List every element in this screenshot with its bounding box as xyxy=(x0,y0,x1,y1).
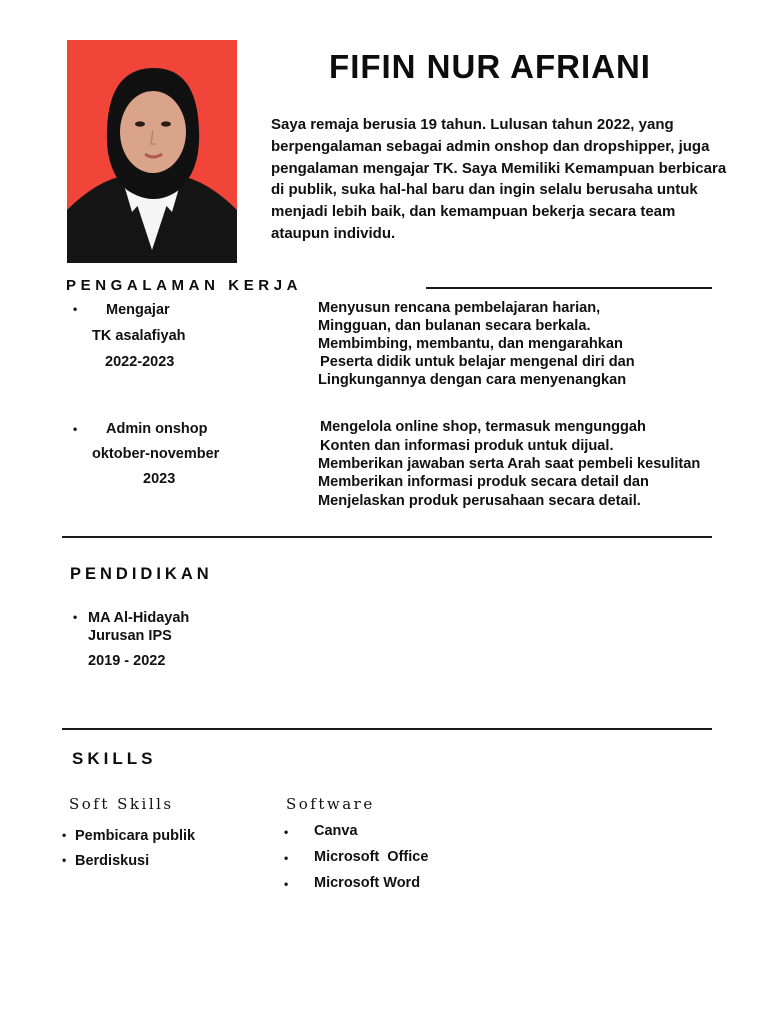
job-place: TK asalafiyah xyxy=(92,328,186,344)
job-desc-line: Memberikan informasi produk secara detail dan xyxy=(318,474,649,490)
job-desc-line: Memberikan jawaban serta Arah saat pembeli kesulitan xyxy=(318,456,701,472)
candidate-name: FIFIN NUR AFRIANI xyxy=(329,48,651,85)
job-desc-line: Menjelaskan produk perusahaan secara detail. xyxy=(318,493,641,509)
summary-line: berpengalaman sebagai admin onshop dan dropshipper, juga xyxy=(271,137,710,155)
bullet: • xyxy=(73,610,78,624)
bullet: • xyxy=(62,853,67,867)
job-role: Mengajar xyxy=(106,302,170,318)
job-desc-line: Peserta didik untuk belajar mengenal diri dan xyxy=(320,354,635,370)
school-period: 2019 - 2022 xyxy=(88,653,166,669)
bullet: • xyxy=(284,825,289,839)
education-heading: PENDIDIKAN xyxy=(70,565,213,583)
divider xyxy=(62,536,712,538)
summary-line: di publik, suka hal-hal baru dan ingin selalu berusaha untuk xyxy=(271,181,698,199)
soft-skill-item: Pembicara publik xyxy=(75,828,196,844)
software-title: Software xyxy=(286,795,375,813)
job-desc-line: Membimbing, membantu, dan mengarahkan xyxy=(318,336,623,352)
summary-line: Saya remaja berusia 19 tahun. Lulusan tahun 2022, yang xyxy=(271,116,674,133)
job-period: 2023 xyxy=(143,471,176,487)
summary-line: menjadi lebih baik, dan kemampuan bekerja secara team xyxy=(271,203,676,221)
job-desc-line: Lingkungannya dengan cara menyenangkan xyxy=(318,372,627,388)
software-item: Microsoft Word xyxy=(314,875,421,891)
bullet: • xyxy=(62,828,67,842)
profile-summary xyxy=(271,114,761,245)
bullet: • xyxy=(284,851,289,865)
job-desc-line: Menyusun rencana pembelajaran harian, xyxy=(318,300,601,316)
profile-photo xyxy=(67,40,237,263)
school-name: MA Al-Hidayah xyxy=(88,610,190,626)
summary-line: pengalaman mengajar TK. Saya Memiliki Kemampuan berbicara xyxy=(271,159,727,177)
school-major: Jurusan IPS xyxy=(88,628,172,644)
software-item: Canva xyxy=(314,823,358,839)
divider xyxy=(426,287,712,289)
job-desc-line: Mengelola online shop, termasuk mengunggah xyxy=(320,419,646,435)
job-desc-line: Mingguan, dan bulanan secara berkala. xyxy=(318,318,591,334)
bullet: • xyxy=(73,422,78,436)
soft-skill-item: Berdiskusi xyxy=(75,853,150,869)
skills-heading: SKILLS xyxy=(72,749,157,768)
job-desc-line: Konten dan informasi produk untuk dijual. xyxy=(320,438,614,454)
summary-line: ataupun individu. xyxy=(271,224,396,242)
job-role: Admin onshop xyxy=(106,421,208,437)
soft-skills-title: Soft Skills xyxy=(69,795,174,813)
experience-heading: PENGALAMAN KERJA xyxy=(66,277,303,294)
job-period: 2022-2023 xyxy=(105,354,175,370)
bullet: • xyxy=(73,302,78,316)
software-item: Microsoft Office xyxy=(314,849,429,865)
divider xyxy=(62,728,712,730)
bullet: • xyxy=(284,877,289,891)
job-place: oktober-november xyxy=(92,446,220,462)
